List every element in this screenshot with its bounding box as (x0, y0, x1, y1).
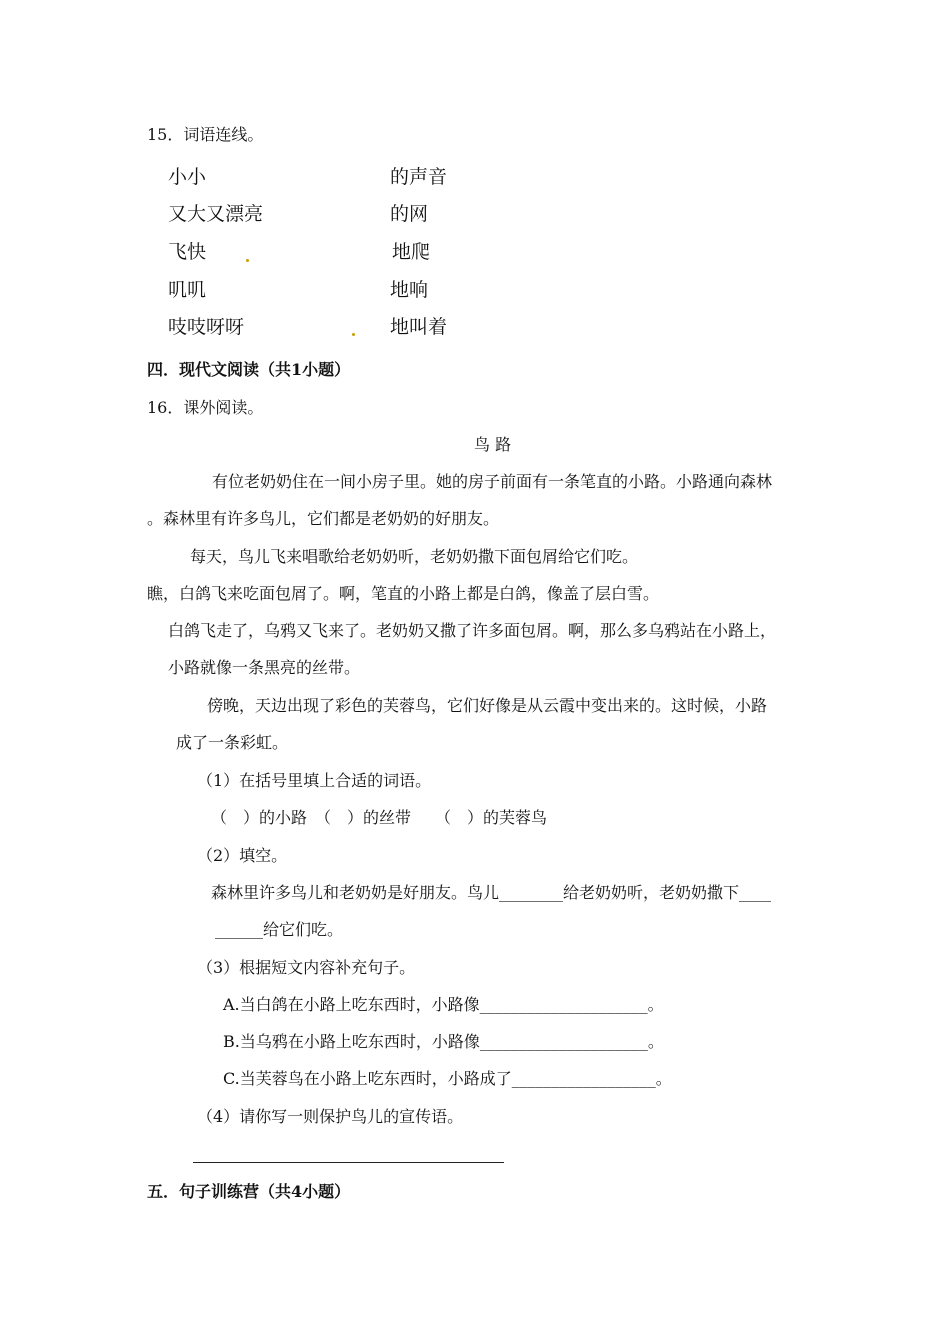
passage-paragraph-5-line-1: 傍晚，天边出现了彩色的芙蓉鸟，它们好像是从云霞中变出来的。这时候，小路 (207, 696, 768, 715)
left-word-3: 飞快 (168, 241, 207, 263)
question-16-title: 16．课外阅读。 (147, 398, 264, 417)
answer-line (193, 1162, 504, 1163)
passage-paragraph-3: 瞧，白鸽飞来吃面包屑了。啊，笔直的小路上都是白鸽，像盖了层白雪。 (147, 584, 660, 603)
left-word-4: 叽叽 (168, 279, 207, 301)
left-word-2: 又大又漂亮 (168, 203, 264, 225)
passage-title: 鸟 路 (474, 435, 512, 454)
left-word-1: 小小 (168, 166, 207, 188)
sub-question-1-blanks: （ ）的小路 （ ）的丝带 （ ）的芙蓉鸟 (211, 808, 548, 827)
sub-question-1: （1）在括号里填上合适的词语。 (197, 771, 432, 790)
question-15-title: 15．词语连线。 (147, 125, 264, 144)
section-4-heading: 四．现代文阅读（共1小题） (147, 360, 351, 379)
right-word-5: 地叫着 (390, 316, 448, 338)
sub-question-3-a: A.当白鸽在小路上吃东西时，小路像_____________________。 (223, 995, 664, 1014)
passage-paragraph-4-line-1: 白鸽飞走了，乌鸦又飞来了。老奶奶又撒了许多面包屑。啊，那么多乌鸦站在小路上， (168, 621, 777, 640)
passage-paragraph-1-line-1: 有位老奶奶住在一间小房子里。她的房子前面有一条笔直的小路。小路通向森林 (212, 472, 773, 491)
passage-paragraph-2: 每天，鸟儿飞来唱歌给老奶奶听，老奶奶撒下面包屑给它们吃。 (190, 547, 639, 566)
sub-question-2-line-2: ______给它们吃。 (215, 920, 344, 939)
section-5-heading: 五．句子训练营（共4小题） (147, 1182, 351, 1201)
sub-question-4: （4）请你写一则保护鸟儿的宣传语。 (197, 1107, 464, 1126)
passage-paragraph-1-line-2: 。森林里有许多鸟儿，它们都是老奶奶的好朋友。 (147, 509, 500, 528)
sub-question-3-b: B.当乌鸦在小路上吃东西时，小路像_____________________。 (223, 1032, 664, 1051)
right-word-3: 地爬 (392, 241, 431, 263)
right-word-1: 的声音 (390, 166, 448, 188)
sub-question-2: （2）填空。 (197, 846, 288, 865)
right-word-4: 地响 (390, 279, 429, 301)
left-word-5: 吱吱呀呀 (168, 316, 245, 338)
passage-paragraph-4-line-2: 小路就像一条黑亮的丝带。 (168, 658, 361, 677)
sub-question-3: （3）根据短文内容补充句子。 (197, 958, 416, 977)
decorative-dot (246, 259, 249, 262)
right-word-2: 的网 (390, 203, 429, 225)
sub-question-3-c: C.当芙蓉鸟在小路上吃东西时，小路成了__________________。 (223, 1069, 672, 1088)
decorative-dot (352, 333, 355, 336)
passage-paragraph-5-line-2: 成了一条彩虹。 (176, 733, 289, 752)
sub-question-2-line-1: 森林里许多鸟儿和老奶奶是好朋友。鸟儿________给老奶奶听，老奶奶撒下____ (211, 883, 772, 902)
